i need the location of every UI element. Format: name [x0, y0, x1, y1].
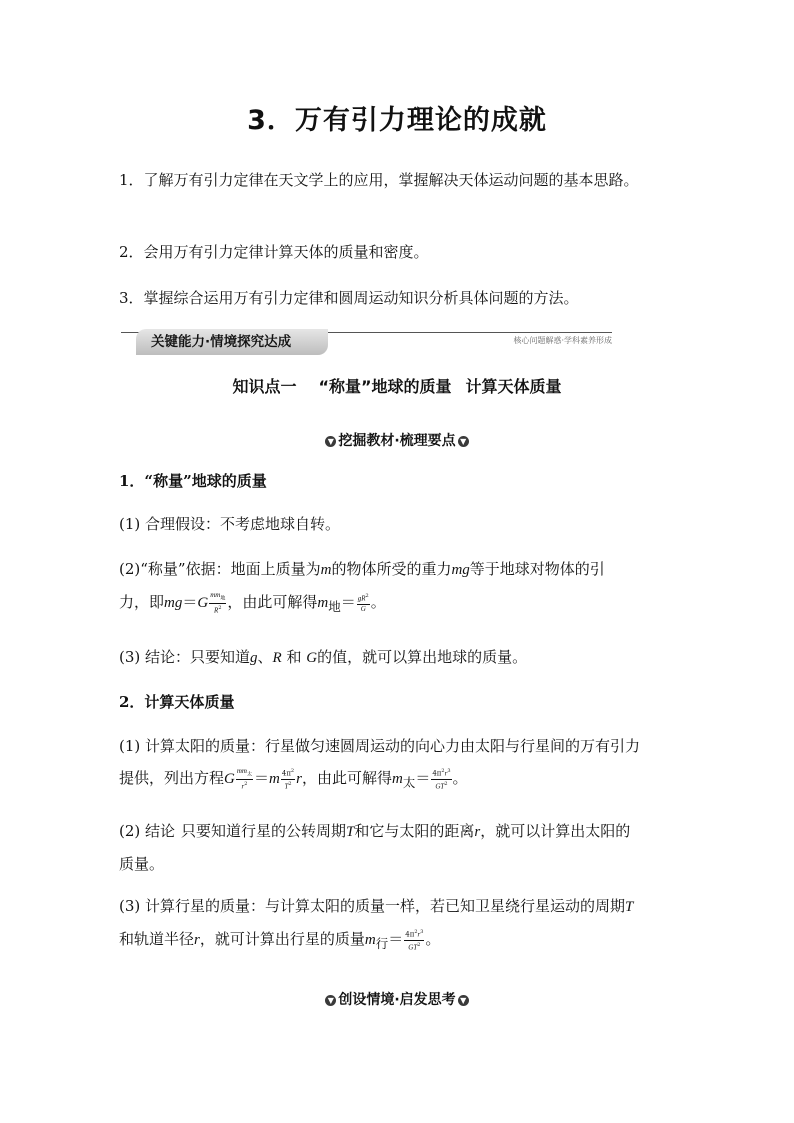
chevron-down-icon: ▼	[458, 995, 469, 1006]
objective-2: 2．会用万有引力定律计算天体的质量和密度。	[119, 243, 429, 261]
section-1-heading: 1．“称量”地球的质量	[119, 472, 267, 490]
knowledge-point-heading	[0, 374, 794, 397]
objective-1: 1．了解万有引力定律在天文学上的应用，掌握解决天体运动问题的基本思路。	[119, 171, 639, 189]
formula-fraction: $\frac{mm_太}{r^2}$	[236, 766, 252, 791]
page-title: 3．万有引力理论的成就	[247, 105, 547, 136]
section-1-para-2: (2)“称量”依据：地面上质量为m的物体所受的重力mg等于地球对物体的引 力，即mg＝G $\frac{mm_地}{R^2}$ ，由此可解得$m_地=$ $\frac{gR^2}{G}$ 。	[119, 560, 605, 615]
chevron-down-icon: ▼	[325, 436, 336, 447]
formula-fraction: $\frac{4\pi^2r^3}{GT^2}$	[405, 929, 424, 951]
formula-fraction: $\frac{4\pi^2}{T^2}$	[281, 768, 295, 790]
knowledge-point-topic-1: “称量”地球的质量	[318, 377, 452, 396]
chevron-down-icon: ▼	[458, 436, 469, 447]
chevron-down-icon: ▼	[325, 995, 336, 1006]
objective-3: 3．掌握综合运用万有引力定律和圆周运动知识分析具体问题的方法。	[119, 289, 579, 307]
subheading-scenario: ▼ 创设情境·启发思考 ▼	[0, 989, 794, 1009]
knowledge-point-label: 知识点一	[232, 377, 297, 396]
section-2-para-2: (2) 结论 只要知道行星的公转周期T和它与太阳的距离r，就可以计算出太阳的 质量。	[119, 822, 631, 873]
formula-fraction: $\frac{4\pi^2r^3}{GT^2}$	[432, 768, 451, 790]
section-banner-tab: 关键能力·情境探究达成	[136, 329, 328, 355]
formula-fraction: $\frac{gR^2}{G}$	[357, 593, 369, 613]
section-banner-subtitle: 核心问题解惑·学科素养形成	[513, 336, 612, 345]
subheading-textbook: ▼ 挖掘教材·梳理要点 ▼	[0, 430, 794, 450]
section-1-para-1: (1) 合理假设：不考虑地球自转。	[119, 515, 341, 533]
section-2-para-3: (3) 计算行星的质量：与计算太阳的质量一样，若已知卫星绕行星运动的周期T 和轨道半径r，就可计算出行星的质量$m_行=$ $\frac{4\pi^2r^3}{GT^2}$ 。	[119, 897, 634, 951]
knowledge-point-topic-2: 计算天体质量	[465, 377, 562, 396]
formula-fraction: $\frac{mm_地}{R^2}$	[210, 590, 226, 615]
section-2-para-1: (1) 计算太阳的质量：行星做匀速圆周运动的向心力由太阳与行星间的万有引力 提供，列出方程G $\frac{mm_太}{r^2}$ ＝m $\frac{4\pi^2}{T^2}$ r，由此可解得$m_太=$ $\frac{4\pi^2r^3}{GT^2}$ 。	[119, 737, 641, 791]
section-2-heading: 2．计算天体质量	[119, 693, 235, 711]
section-1-para-3: (3) 结论：只要知道g、R 和 G的值，就可以算出地球的质量。	[119, 648, 528, 666]
